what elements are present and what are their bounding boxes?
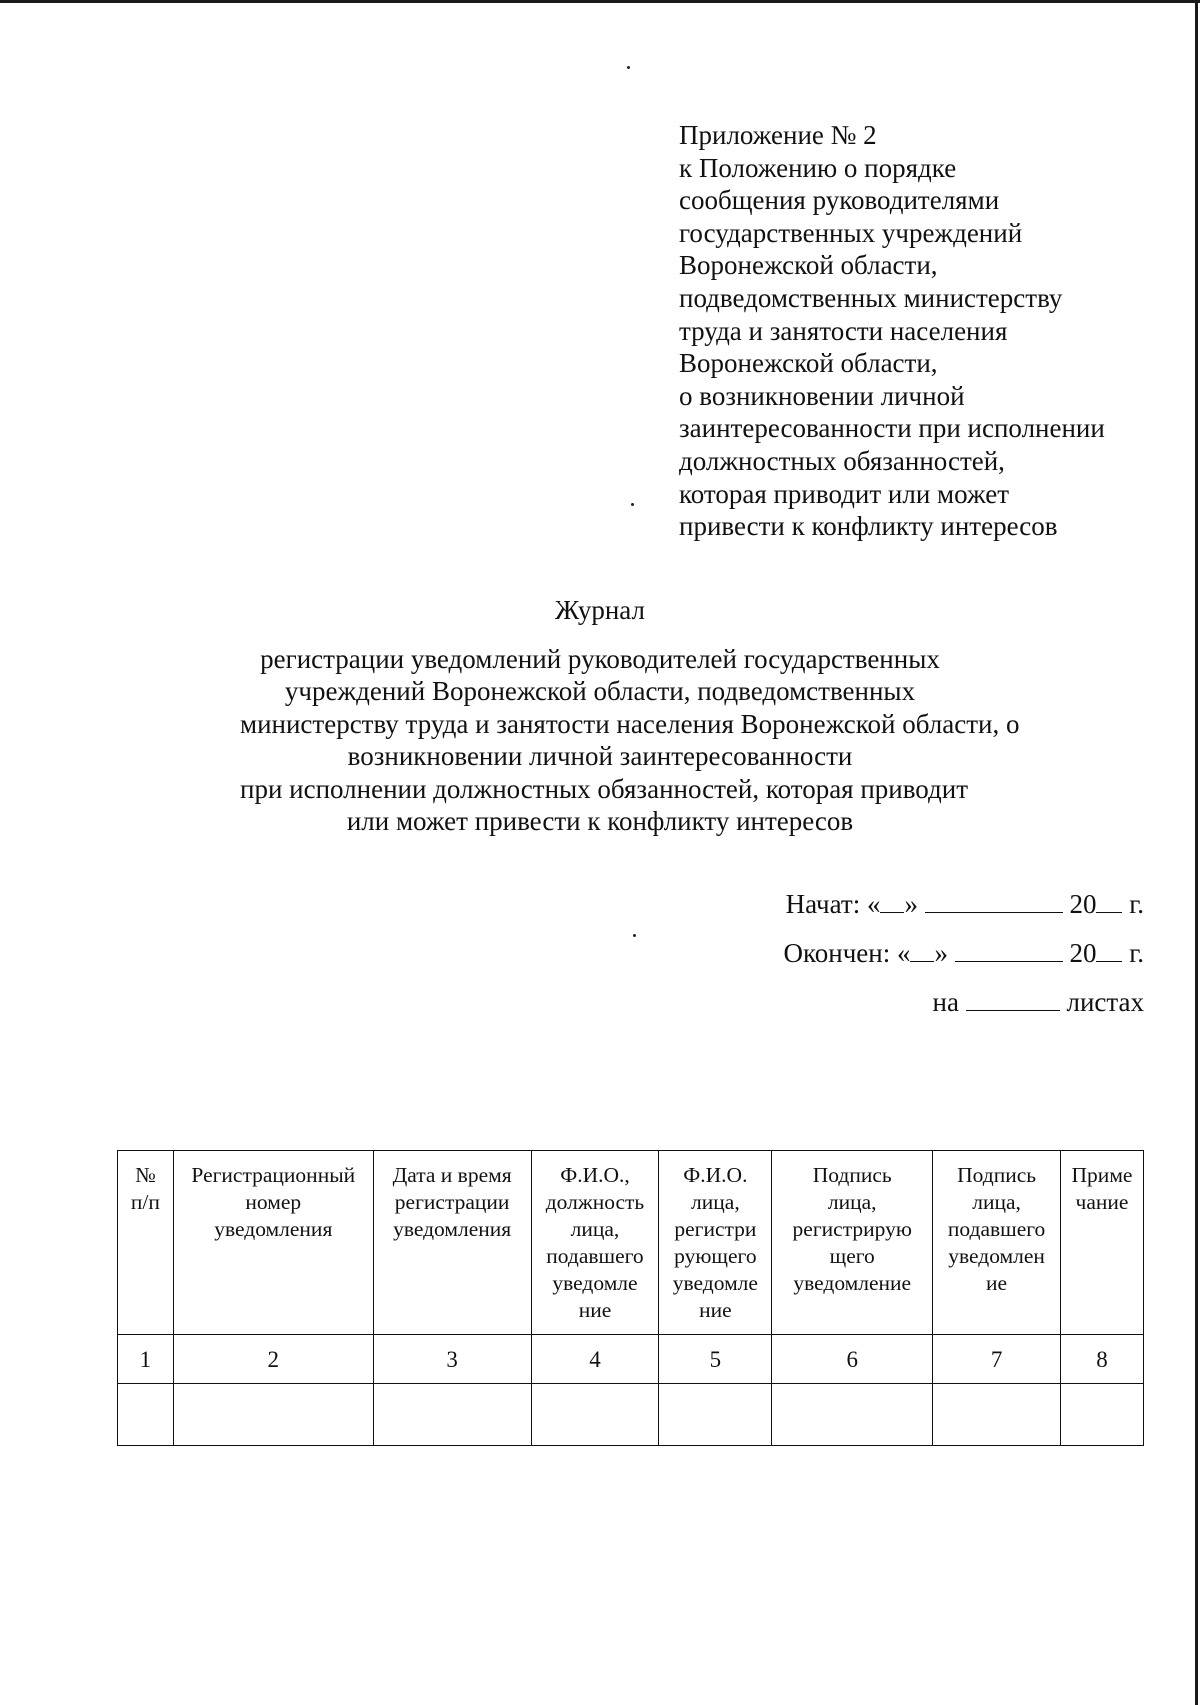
scan-speck: [627, 66, 630, 69]
month-blank[interactable]: [955, 939, 1063, 962]
ended-label: Окончен: «: [783, 938, 911, 968]
year-prefix: 20: [1069, 938, 1097, 968]
header-line: регистрации: [394, 1190, 510, 1214]
column-number-cell: 4: [531, 1335, 659, 1384]
table-cell[interactable]: [373, 1384, 531, 1446]
started-label: Начат: «: [785, 889, 881, 919]
journal-subtitle-line: регистрации уведомлений руководителей государственных: [260, 644, 940, 674]
day-blank[interactable]: [910, 939, 934, 962]
table-cell[interactable]: [118, 1384, 174, 1446]
quote-close: »: [934, 938, 948, 968]
header-line: щего: [829, 1244, 875, 1268]
table-cell[interactable]: [933, 1384, 1061, 1446]
header-cell: [933, 1151, 1061, 1335]
day-blank[interactable]: [880, 890, 904, 913]
appendix-line: заинтересованности при исполнении: [679, 413, 1105, 444]
header-cell: [373, 1151, 531, 1335]
header-line: должность: [545, 1190, 645, 1214]
header-line: лица,: [827, 1190, 877, 1214]
column-number-cell: 3: [373, 1335, 531, 1384]
header-line: уведомле: [672, 1271, 758, 1295]
header-line: Подпись: [812, 1163, 892, 1187]
register-table: [117, 1150, 1144, 1446]
header-line: уведомления: [214, 1217, 333, 1241]
table-cell[interactable]: [659, 1384, 772, 1446]
appendix-reference: [679, 119, 1179, 543]
appendix-line: которая приводит или может: [679, 478, 1010, 509]
journal-subtitle-line: возникновении личной заинтересованности: [347, 741, 853, 772]
scan-speck: [631, 503, 634, 506]
scan-border-right: [1195, 0, 1198, 1705]
header-line: п/п: [130, 1190, 160, 1214]
scan-border-top: [0, 0, 1200, 3]
appendix-line: о возникновении личной: [679, 380, 965, 411]
appendix-line: должностных обязанностей,: [679, 445, 1005, 476]
header-line: уведомле: [552, 1271, 638, 1295]
appendix-line: государственных учреждений: [679, 217, 1023, 248]
table-header-row: [118, 1151, 1144, 1335]
column-number-cell: 7: [933, 1335, 1061, 1384]
header-line: Подпись: [957, 1163, 1037, 1187]
journal-subtitle-line: при исполнении должностных обязанностей, которая приводит: [240, 773, 969, 804]
column-number-cell: 2: [173, 1335, 373, 1384]
scan-speck: [633, 934, 636, 937]
year-suffix: г.: [1129, 938, 1144, 968]
header-line: регистри: [674, 1217, 757, 1241]
header-line: уведомление: [793, 1271, 912, 1295]
table-cell[interactable]: [772, 1384, 933, 1446]
appendix-line: сообщения руководителями: [679, 185, 1000, 216]
quote-close: »: [904, 889, 918, 919]
header-line: регистрирую: [792, 1217, 912, 1241]
table-cell[interactable]: [1061, 1384, 1144, 1446]
header-line: Ф.И.О.: [683, 1163, 748, 1187]
appendix-line: к Положению о порядке: [679, 152, 957, 183]
header-line: чание: [1075, 1190, 1129, 1214]
header-line: лица,: [570, 1217, 620, 1241]
sheets-suffix: листах: [1066, 987, 1144, 1017]
header-line: лица,: [691, 1190, 740, 1214]
column-number-cell: 8: [1061, 1335, 1144, 1384]
header-line: Ф.И.О.,: [560, 1163, 630, 1187]
header-line: рующего: [674, 1244, 757, 1268]
header-line: Дата и время: [392, 1163, 512, 1187]
column-number-cell: 1: [118, 1335, 174, 1384]
journal-subtitle-line: министерству труда и занятости населения Воронежской области, о: [240, 708, 1020, 739]
appendix-line: привести к конфликту интересов: [679, 511, 1058, 542]
header-cell: [659, 1151, 772, 1335]
header-line: подавшего: [947, 1217, 1046, 1241]
header-line: №: [135, 1163, 156, 1187]
header-cell: [118, 1151, 174, 1335]
appendix-line: Воронежской области,: [679, 348, 938, 379]
header-line: ние: [699, 1298, 732, 1322]
appendix-line: Воронежской области,: [679, 250, 938, 281]
column-number-cell: 6: [772, 1335, 933, 1384]
header-cell: [1061, 1151, 1144, 1335]
sheets-count-field: [933, 986, 1144, 1018]
header-line: ние: [578, 1298, 612, 1322]
journal-started-field: [786, 888, 1144, 920]
journal-title: Журнал: [554, 595, 646, 625]
appendix-line: труда и занятости населения: [679, 315, 1008, 346]
header-line: уведомления: [393, 1217, 512, 1241]
header-cell: [173, 1151, 373, 1335]
table-row: [118, 1384, 1144, 1446]
header-line: Приме: [1071, 1163, 1133, 1187]
journal-subtitle-line: учреждений Воронежской области, подведомственных: [284, 676, 916, 707]
column-number-cell: 5: [659, 1335, 772, 1384]
table-cell[interactable]: [173, 1384, 373, 1446]
header-line: уведомлен: [948, 1244, 1045, 1268]
appendix-line: Приложение № 2: [679, 120, 877, 150]
year-suffix: г.: [1129, 889, 1144, 919]
appendix-line: подведомственных министерству: [679, 282, 1063, 313]
header-line: лица,: [972, 1190, 1021, 1214]
table-cell[interactable]: [531, 1384, 659, 1446]
month-blank[interactable]: [925, 890, 1063, 913]
year-blank[interactable]: [1096, 890, 1122, 913]
journal-subtitle-line: или может привести к конфликту интересов: [346, 806, 854, 837]
header-cell: [772, 1151, 933, 1335]
header-cell: [531, 1151, 659, 1335]
header-line: Регистрационный: [191, 1163, 356, 1187]
header-line: номер: [245, 1190, 302, 1214]
sheets-blank[interactable]: [966, 988, 1060, 1011]
column-number-row: [118, 1335, 1144, 1384]
header-line: подавшего: [546, 1244, 644, 1268]
sheets-prefix: на: [932, 987, 959, 1017]
journal-subtitle: [240, 643, 1020, 837]
header-line: ие: [986, 1271, 1008, 1295]
journal-ended-field: [784, 937, 1145, 969]
year-blank[interactable]: [1096, 939, 1122, 962]
year-prefix: 20: [1069, 889, 1097, 919]
